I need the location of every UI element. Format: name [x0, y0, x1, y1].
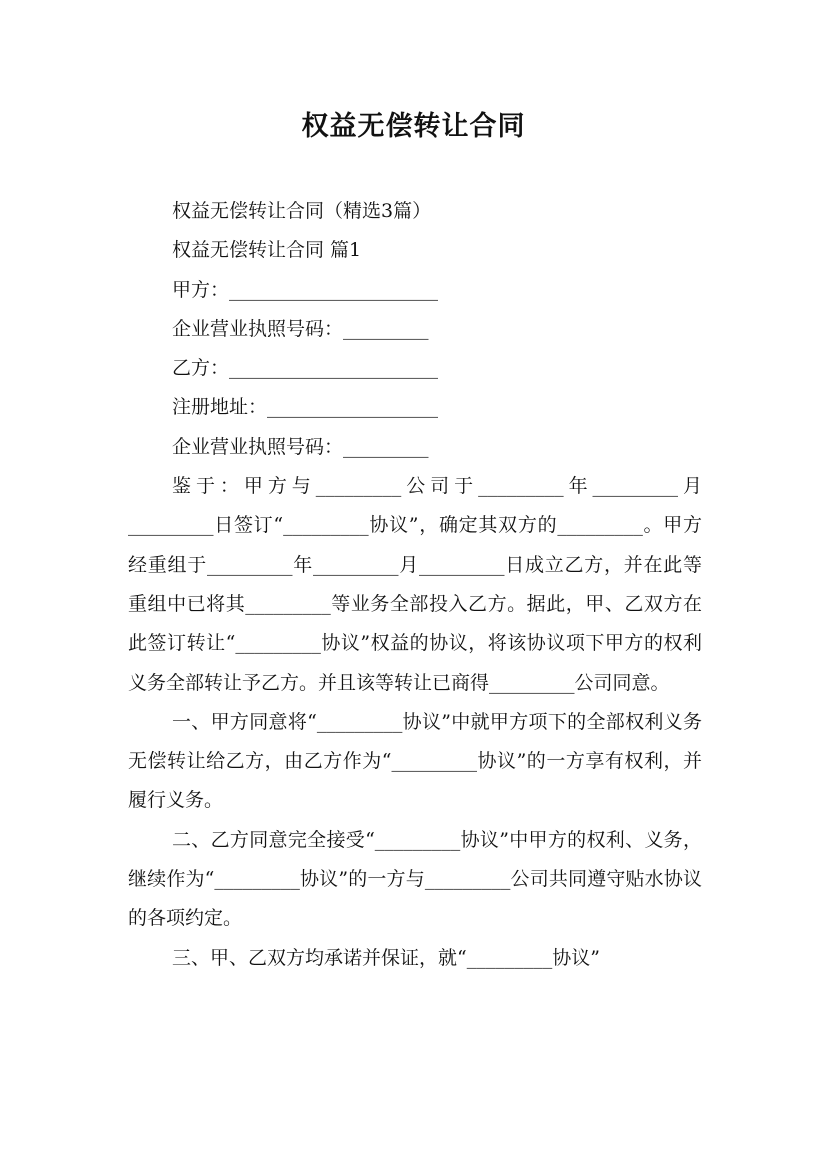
- registered-address-field: 注册地址：__________________: [172, 396, 439, 419]
- party-b-field: 乙方：______________________: [172, 357, 439, 380]
- document-title: 权益无偿转让合同: [301, 111, 526, 142]
- clause-2: 二、乙方同意完全接受“_________协议”中甲方的权利、义务，继续作为“_________协议”的一方与_________公司共同遵守贴水协议的各项约定。: [128, 828, 702, 930]
- party-b-license-field: 企业营业执照号码：_________: [172, 435, 429, 458]
- subtitle-line: 权益无偿转让合同（精选3篇）: [172, 200, 432, 222]
- recital-paragraph: 鉴于：甲方与_________公司于_________年_________月_________日签订“_________协议”，确定其双方的_________。甲方经重组于_________年_________月_________日成立乙方，并在此等重组中已将其_________等业务全部投入乙方。据此，甲、乙双方在此签订转让“_________协议”权益的协议，将该协议项下甲方的权利义务全部转让予乙方。并且该等转让已商得_________公司同意。: [128, 475, 702, 694]
- section-heading: 权益无偿转让合同 篇1: [172, 239, 362, 262]
- clause-3: 三、甲、乙双方均承诺并保证，就“_________协议”: [172, 946, 600, 969]
- document-body: [128, 192, 702, 978]
- party-a-license-field: 企业营业执照号码：_________: [172, 317, 429, 340]
- clause-1: 一、甲方同意将“_________协议”中就甲方项下的全部权利义务无偿转让给乙方，由乙方作为“_________协议”的一方享有权利，并履行义务。: [128, 710, 702, 812]
- party-a-field: 甲方：______________________: [172, 278, 439, 301]
